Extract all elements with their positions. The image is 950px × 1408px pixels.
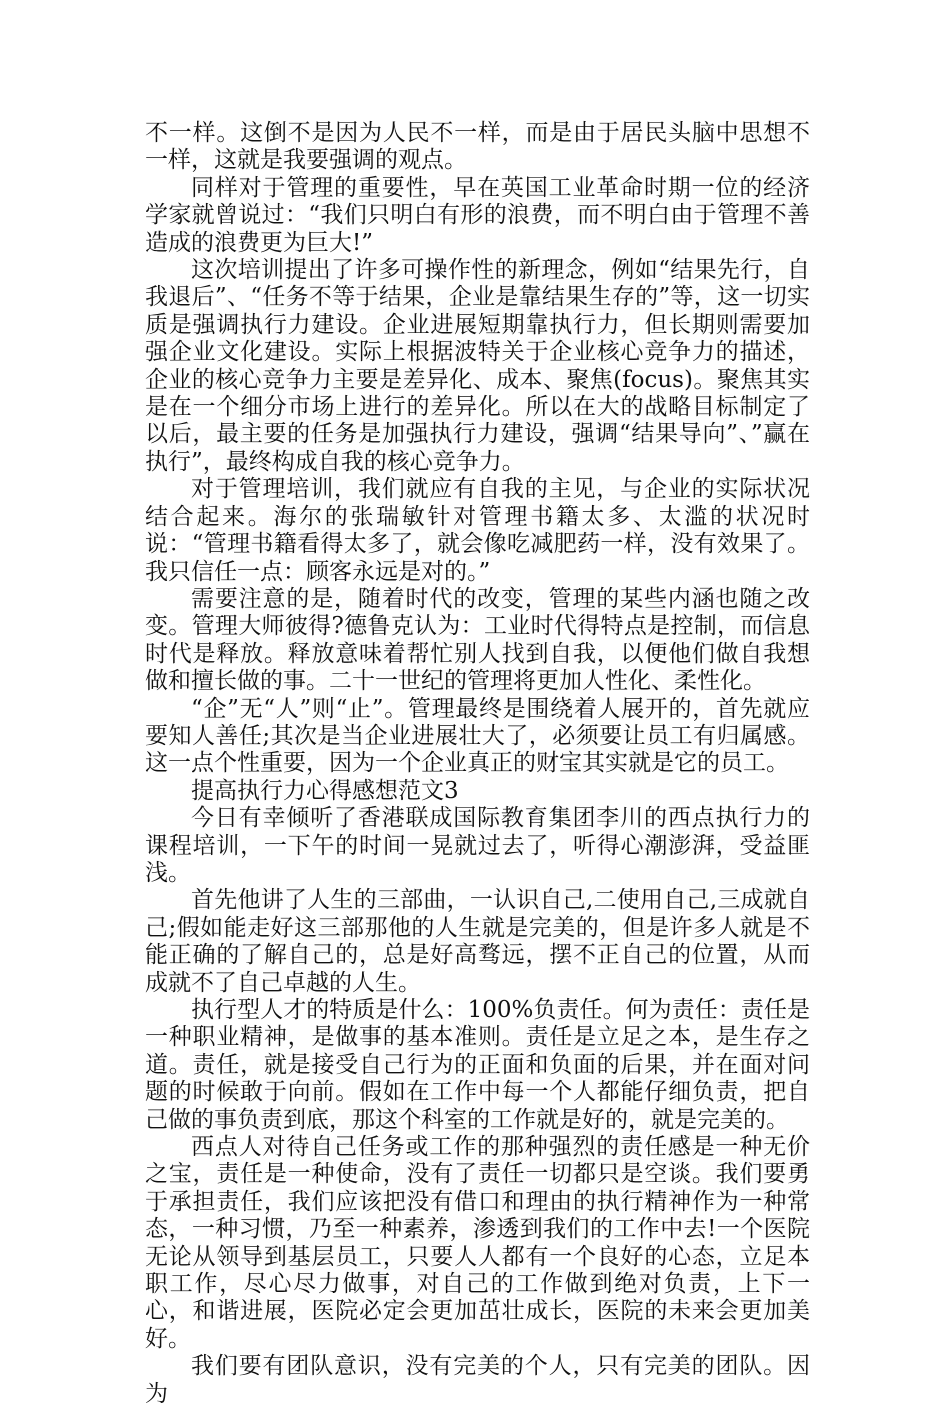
paragraph-8: 首先他讲了人生的三部曲，一认识自己,二使用自己,三成就自己;假如能走好这三部那他的人生就是完美的，但是许多人就是不能正确的了解自己的，总是好高骛远，摆不正自己的位置，从而成就不了自己卓越的人生。 (145, 887, 810, 996)
paragraph-5: 需要注意的是，随着时代的改变，管理的某些内涵也随之改变。管理大师彼得?德鲁克认为：工业时代得特点是控制，而信息时代是释放。释放意味着帮忙别人找到自我，以便他们做自我想做和擅长做的事。二十一世纪的管理将更加人性化、柔性化。 (145, 585, 810, 695)
paragraph-2: 同样对于管理的重要性，早在英国工业革命时期一位的经济学家就曾说过：“我们只明白有形的浪费，而不明白由于管理不善造成的浪费更为巨大!” (145, 174, 810, 256)
paragraph-10: 西点人对待自己任务或工作的那种强烈的责任感是一种无价之宝，责任是一种使命，没有了责任一切都只是空谈。我们要勇于承担责任，我们应该把没有借口和理由的执行精神作为一种常态，一种习惯，乃至一种素养，渗透到我们的工作中去!一个医院无论从领导到基层员工，只要人人都有一个良好的心态，立足本职工作，尽心尽力做事，对自己的工作做到绝对负责，上下一心，和谐进展，医院必定会更加茁壮成长，医院的未来会更加美好。 (145, 1134, 810, 1352)
paragraph-11: 我们要有团队意识，没有完美的个人，只有完美的团队。因为 (145, 1353, 810, 1407)
paragraph-4: 对于管理培训，我们就应有自我的主见，与企业的实际状况结合起来。海尔的张瑞敏针对管理书籍太多、太滥的状况时说：“管理书籍看得太多了，就会像吃减肥药一样，没有效果了。我只信任一点：顾客永远是对的。” (145, 476, 810, 585)
paragraph-7: 今日有幸倾听了香港联成国际教育集团李川的西点执行力的课程培训，一下午的时间一晃就过去了，听得心潮澎湃，受益匪浅。 (145, 805, 810, 886)
paragraph-6: “企”无“人”则“止”。管理最终是围绕着人展开的，首先就应要知人善任;其次是当企业进展壮大了，必须要让员工有归属感。这一点个性重要，因为一个企业真正的财宝其实就是它的员工。 (145, 695, 810, 777)
section-heading: 提高执行力心得感想范文3 (191, 777, 459, 804)
paragraph-1: 不一样。这倒不是因为人民不一样，而是由于居民头脑中思想不一样，这就是我要强调的观点。 (145, 120, 810, 174)
paragraph-9: 执行型人才的特质是什么：100%负责任。何为责任：责任是一种职业精神，是做事的基本准则。责任是立足之本，是生存之道。责任，就是接受自己行为的正面和负面的后果，并在面对问题的时候敢于向前。假如在工作中每一个人都能仔细负责，把自己做的事负责到底，那这个科室的工作就是好的，就是完美的。 (145, 997, 810, 1133)
document-page (145, 120, 810, 1408)
paragraph-3: 这次培训提出了许多可操作性的新理念，例如“结果先行，自我退后”、“任务不等于结果，企业是靠结果生存的”等，这一切实质是强调执行力建设。企业进展短期靠执行力，但长期则需要加强企业文化建设。实际上根据波特关于企业核心竞争力的描述，企业的核心竞争力主要是差异化、成本、聚焦(focus)。聚焦其实是在一个细分市场上进行的差异化。所以在大的战略目标制定了以后，最主要的任务是加强执行力建设，强调“结果导向”、”赢在执行”，最终构成自我的核心竞争力。 (145, 257, 810, 475)
